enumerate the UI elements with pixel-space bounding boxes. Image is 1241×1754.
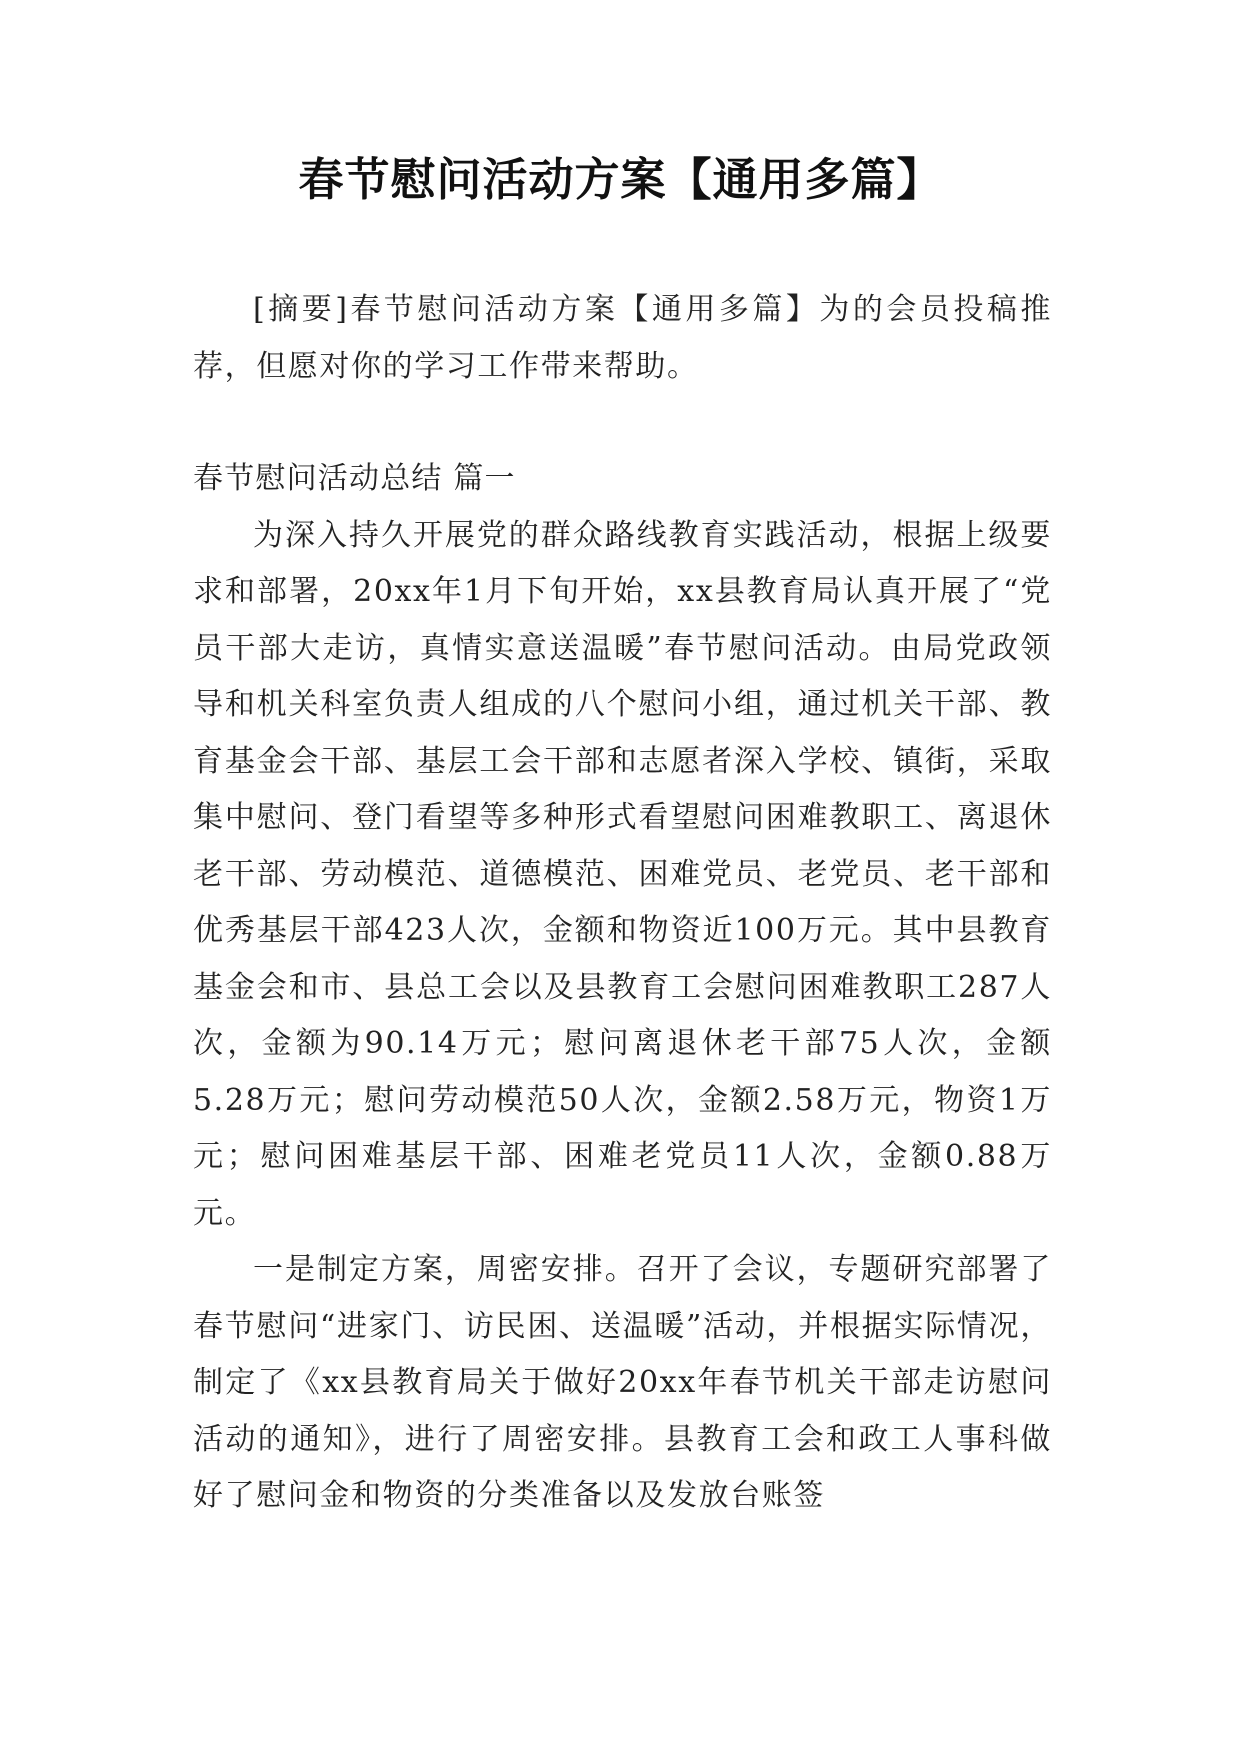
abstract-paragraph: [摘要]春节慰问活动方案【通用多篇】为的会员投稿推荐，但愿对你的学习工作带来帮助。 (193, 292, 1052, 384)
document-body (193, 282, 1052, 1525)
body-paragraph: 一是制定方案，周密安排。召开了会议，专题研究部署了春节慰问“进家门、访民困、送温暖”活动，并根据实际情况，制定了《xx县教育局关于做好20xx年春节机关干部走访慰问活动的通知》，进行了周密安排。县教育工会和政工人事科做好了慰问金和物资的分类准备以及发放台账签 (193, 1252, 1052, 1513)
document-title: 春节慰问活动方案【通用多篇】 (298, 153, 943, 206)
body-paragraph: 为深入持久开展党的群众路线教育实践活动，根据上级要求和部署，20xx年1月下旬开始，xx县教育局认真开展了“党员干部大走访，真情实意送温暖”春节慰问活动。由局党政领导和机关科室负责人组成的八个慰问小组，通过机关干部、教育基金会干部、基层工会干部和志愿者深入学校、镇街，采取集中慰问、登门看望等多种形式看望慰问困难教职工、离退休老干部、劳动模范、道德模范、困难党员、老党员、老干部和优秀基层干部423人次，金额和物资近100万元。其中县教育基金会和市、县总工会以及县教育工会慰问困难教职工287人次，金额为90.14万元；慰问离退休老干部75人次，金额5.28万元；慰问劳动模范50人次，金额2.58万元，物资1万元；慰问困难基层干部、困难老党员11人次，金额0.88万元。 (193, 517, 1052, 1231)
section-heading: 春节慰问活动总结 篇一 (193, 461, 516, 496)
